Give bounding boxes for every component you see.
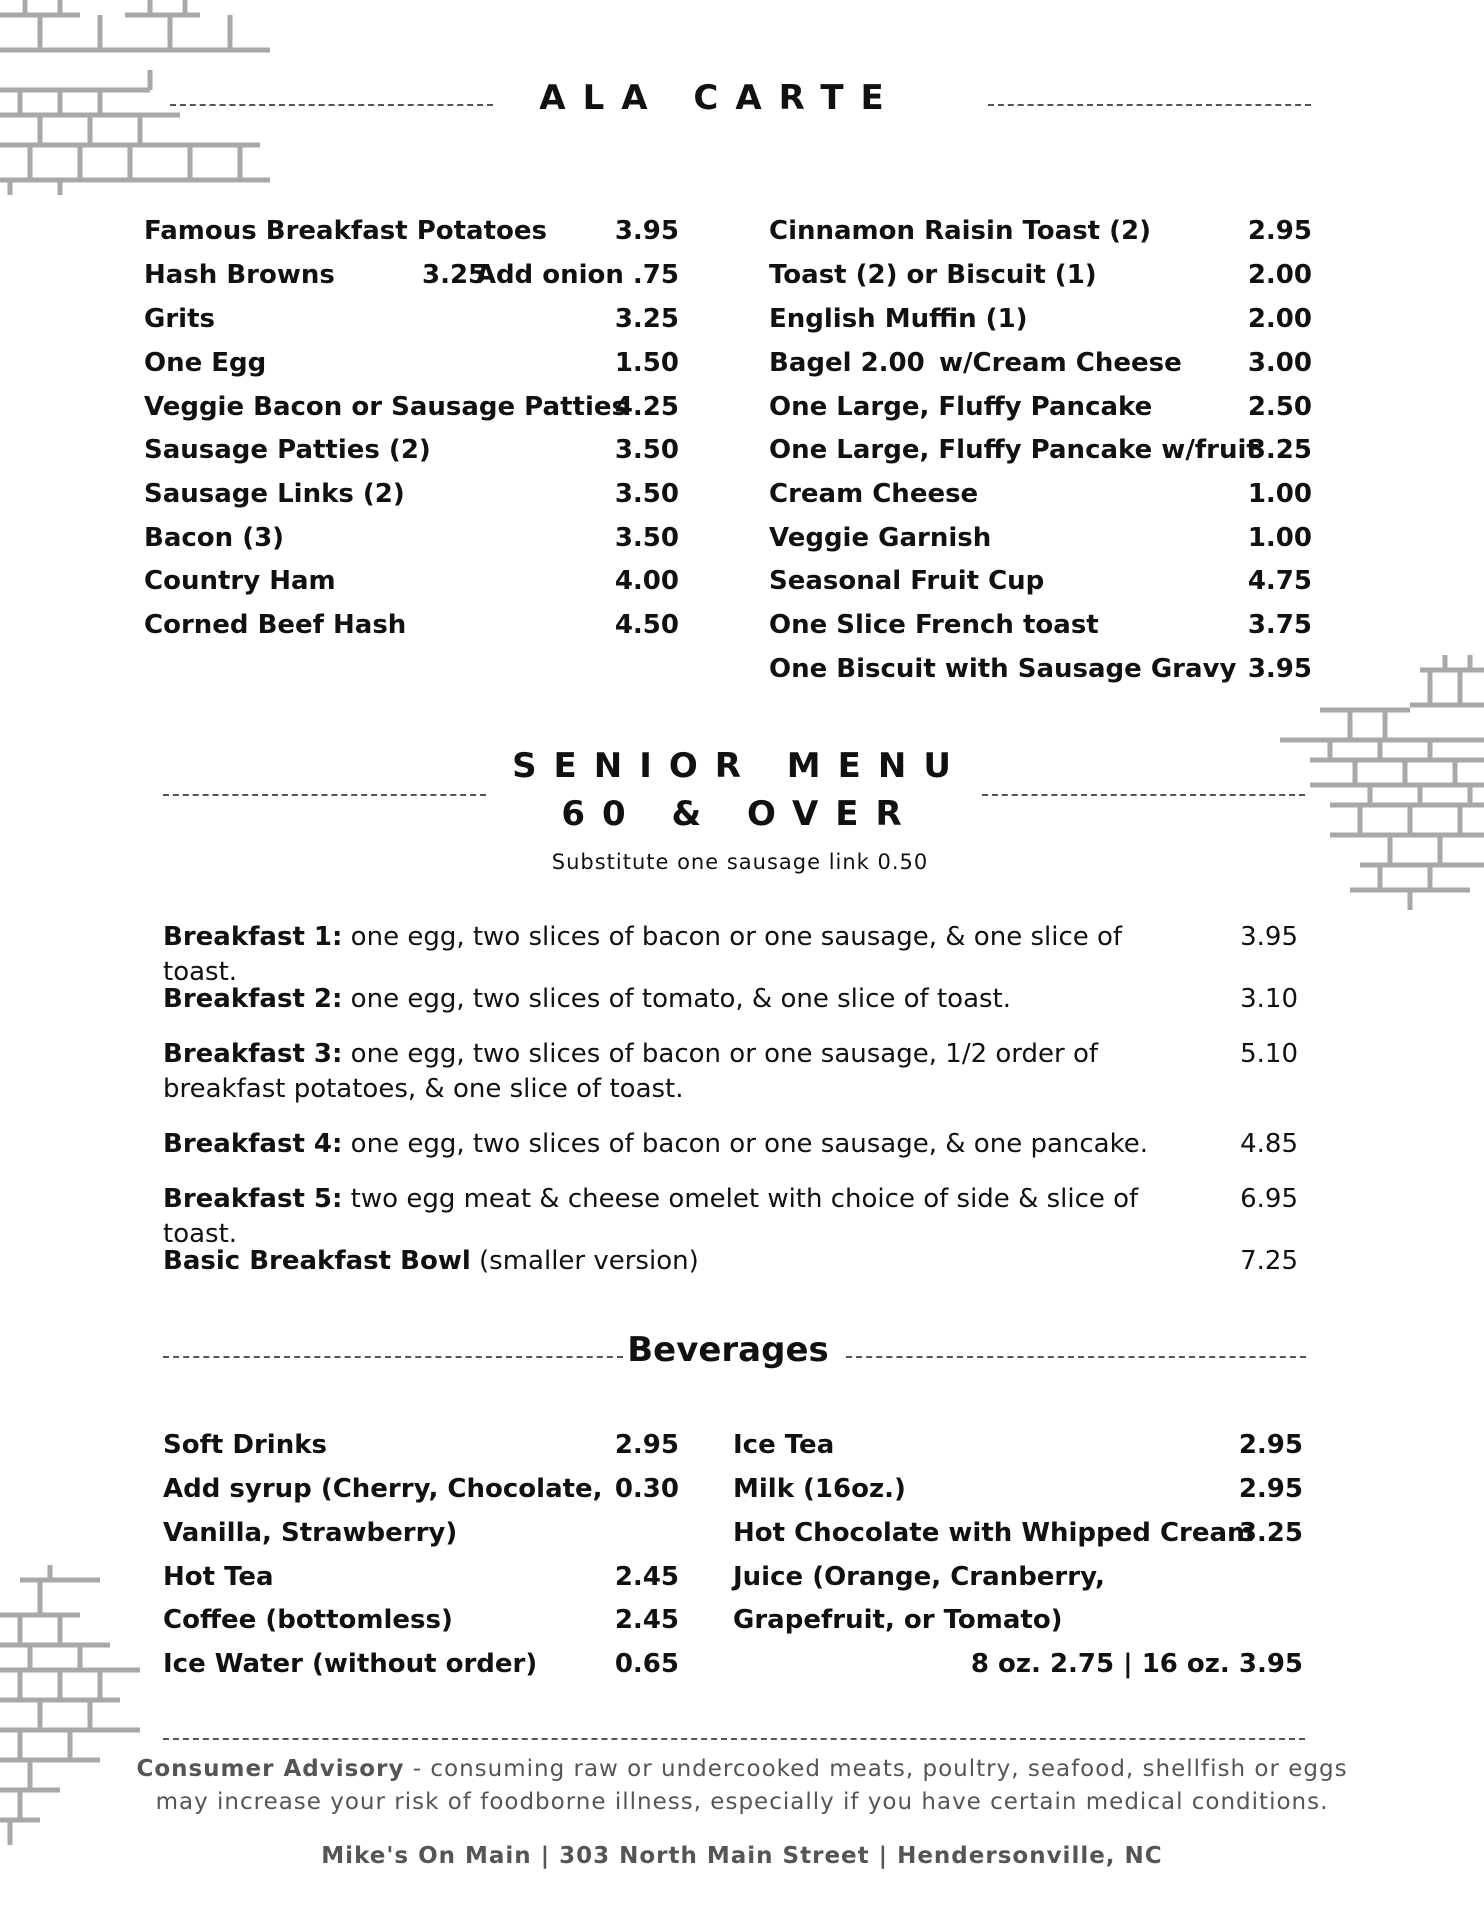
- senior-rule-right: [982, 794, 1305, 796]
- senior-item: Breakfast 3: one egg, two slices of bacon or one sausage, 1/2 order of breakfast potatoes, & one slice of toast. 5.10: [163, 1039, 1298, 1104]
- ala-left-item: Veggie Bacon or Sausage Patties 4.25: [144, 392, 679, 422]
- senior-title-line1: SENIOR MENU: [512, 746, 968, 786]
- beverage-right-item: Grapefruit, or Tomato): [733, 1605, 1063, 1635]
- senior-title-line2: 60 & OVER: [561, 794, 919, 834]
- senior-rule-left: [163, 794, 486, 796]
- ala-carte-rule-right: [988, 104, 1311, 106]
- senior-item: Breakfast 2: one egg, two slices of tomato, & one slice of toast. 3.10: [163, 984, 1298, 1014]
- advisory-label: Consumer Advisory: [136, 1756, 405, 1782]
- ala-right-item: English Muffin (1) 2.00: [769, 304, 1312, 334]
- senior-subtitle: Substitute one sausage link 0.50: [551, 850, 929, 874]
- senior-item: Basic Breakfast Bowl (smaller version) 7.25: [163, 1246, 1298, 1276]
- beverage-left-item: Soft Drinks 2.95: [163, 1430, 679, 1460]
- beverages-rule-left: [163, 1356, 623, 1358]
- ala-right-item: Veggie Garnish 1.00: [769, 523, 1312, 553]
- senior-item: Breakfast 4: one egg, two slices of bacon or one sausage, & one pancake. 4.85: [163, 1129, 1298, 1159]
- ala-left-item: Sausage Patties (2) 3.50: [144, 435, 679, 465]
- ala-left-item: One Egg 1.50: [144, 348, 679, 378]
- beverage-right-item: Juice (Orange, Cranberry,: [733, 1562, 1105, 1592]
- ala-left-item: Sausage Links (2) 3.50: [144, 479, 679, 509]
- ala-right-item: One Large, Fluffy Pancake w/fruit 3.25: [769, 435, 1312, 465]
- senior-item: Breakfast 1: one egg, two slices of bacon or one sausage, & one slice of toast. 3.95: [163, 922, 1298, 987]
- ala-right-item: One Biscuit with Sausage Gravy 3.95: [769, 654, 1312, 684]
- footer-rule: [163, 1738, 1305, 1740]
- consumer-advisory-line2: may increase your risk of foodborne illness, especially if you have certain medical conditions.: [155, 1789, 1329, 1815]
- beverages-title: Beverages: [627, 1330, 829, 1370]
- ala-right-item: Seasonal Fruit Cup 4.75: [769, 566, 1312, 596]
- beverage-right-item: Hot Chocolate with Whipped Cream 3.25: [733, 1518, 1303, 1548]
- ala-right-item: One Slice French toast 3.75: [769, 610, 1312, 640]
- ala-right-item: Cinnamon Raisin Toast (2) 2.95: [769, 216, 1312, 246]
- ala-carte-title: ALA CARTE: [539, 78, 901, 118]
- ala-carte-rule-left: [170, 104, 493, 106]
- ala-left-item: Country Ham 4.00: [144, 566, 679, 596]
- brick-pattern-top-left: [0, 0, 290, 200]
- beverage-left-item: Ice Water (without order) 0.65: [163, 1649, 679, 1679]
- ala-left-item: Grits 3.25: [144, 304, 679, 334]
- ala-left-item: Hash Browns 3.25 Add onion .75: [144, 260, 679, 290]
- ala-left-item: Famous Breakfast Potatoes 3.95: [144, 216, 679, 246]
- senior-item: Breakfast 5: two egg meat & cheese omelet with choice of side & slice of toast. 6.95: [163, 1184, 1298, 1249]
- ala-left-item: Bacon (3) 3.50: [144, 523, 679, 553]
- beverage-right-item: Ice Tea 2.95: [733, 1430, 1303, 1460]
- ala-right-item: Bagel 2.00 w/Cream Cheese 3.00: [769, 348, 1312, 378]
- consumer-advisory: Consumer Advisory - consuming raw or undercooked meats, poultry, seafood, shellfish or eggs: [136, 1756, 1348, 1782]
- address-line: Mike's On Main | 303 North Main Street | Hendersonville, NC: [321, 1843, 1163, 1869]
- beverage-right-item: Milk (16oz.) 2.95: [733, 1474, 1303, 1504]
- beverage-left-item: Hot Tea 2.45: [163, 1562, 679, 1592]
- beverage-left-item: Add syrup (Cherry, Chocolate, 0.30: [163, 1474, 679, 1504]
- brick-pattern-right: [1270, 650, 1484, 920]
- ala-right-item: One Large, Fluffy Pancake 2.50: [769, 392, 1312, 422]
- beverage-left-item: Vanilla, Strawberry): [163, 1518, 458, 1548]
- ala-right-item: Toast (2) or Biscuit (1) 2.00: [769, 260, 1312, 290]
- ala-left-item: Corned Beef Hash 4.50: [144, 610, 679, 640]
- ala-right-item: Cream Cheese 1.00: [769, 479, 1312, 509]
- beverages-rule-right: [846, 1356, 1306, 1358]
- beverage-left-item: Coffee (bottomless) 2.45: [163, 1605, 679, 1635]
